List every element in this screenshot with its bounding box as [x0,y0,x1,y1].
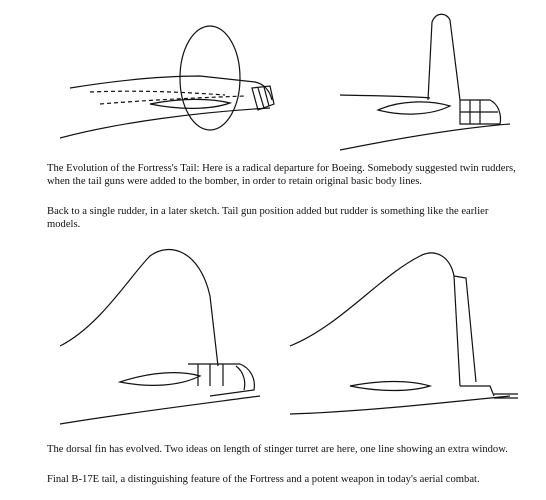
b17e-tail-sketch [280,236,540,426]
caption-single-rudder: Back to a single rudder, in a later sketch. Tail gun position added but rudder is something like the earlier models. [47,206,489,230]
fuselage-lower-line [60,108,270,138]
stabilizer [120,373,200,386]
dorsal-fin [60,249,218,366]
twin-rudder-sketch [60,0,290,160]
tail-stinger [460,386,494,396]
caption-dorsal-fin: The dorsal fin has evolved. Two ideas on length of stinger turret are here, one line showing an extra window. [47,444,508,455]
dorsal-fin-sketch [60,236,280,426]
dorsal-fin [290,253,454,346]
stabilizer [150,99,230,108]
caption-final-b17e: Final B-17E tail, a distinguishing feature of the Fortress and a potent weapon in today's aerial combat. [47,474,480,485]
fuselage-lower-line [60,396,260,424]
rudder [428,14,460,100]
fuselage-lower-line [290,396,510,414]
fuselage-lower-line [340,124,510,150]
stabilizer [378,102,450,114]
hidden-line [90,91,225,95]
fuselage-upper-line [340,95,430,98]
single-rudder-sketch [340,0,520,160]
caption-evolution: The Evolution of the Fortress's Tail: Here is a radical departure for Boeing. Somebody suggested twin rudders, when the tail guns were added to the bomber, in order to retain original basic body lines. [47,163,516,187]
stabilizer [350,382,430,391]
twin-rudder-oval [180,26,240,130]
